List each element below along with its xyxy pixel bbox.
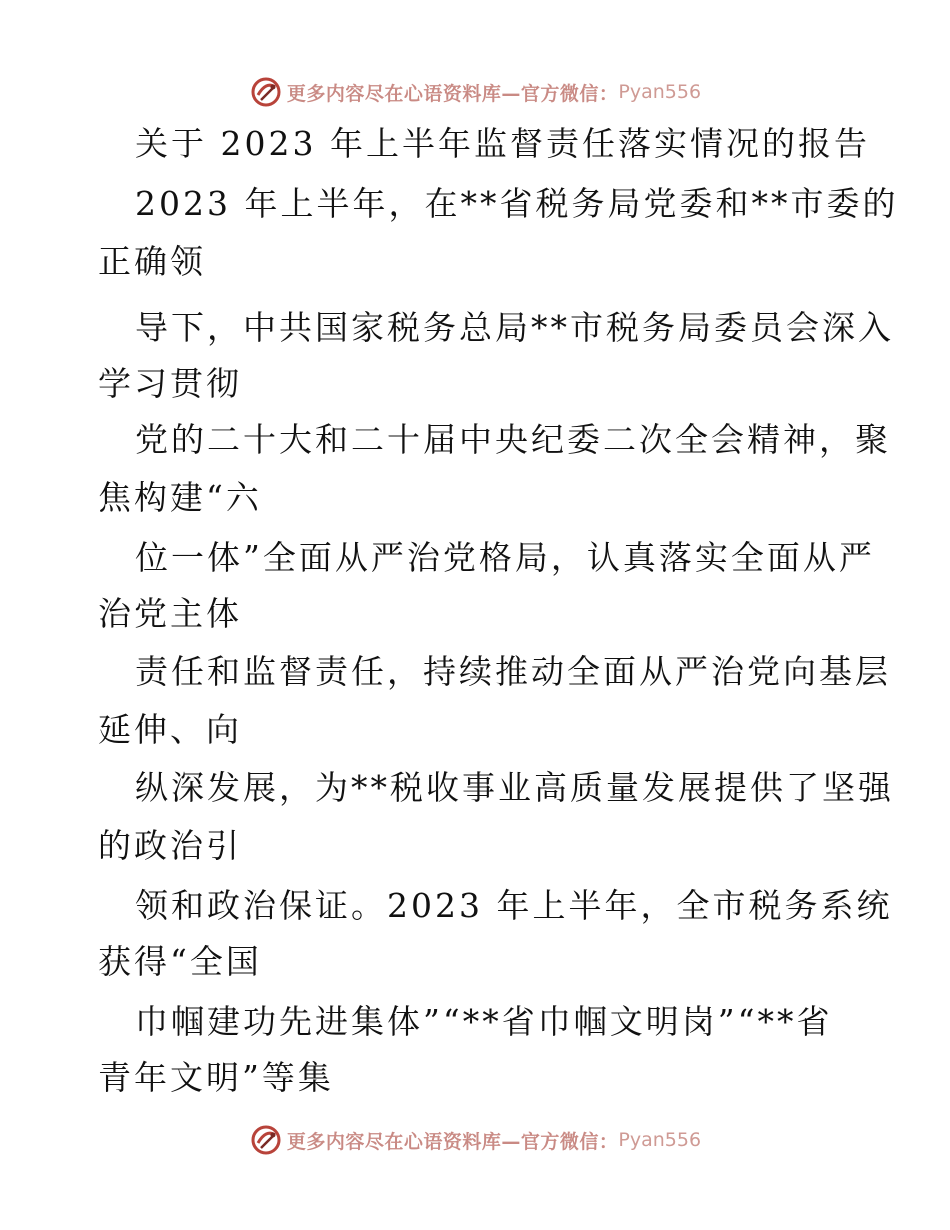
library-logo-icon	[249, 75, 283, 109]
paragraph-line: 领和政治保证。2023 年上半年，全市税务系统	[135, 886, 893, 925]
paragraph-line: 学习贯彻	[98, 364, 242, 403]
document-title: 关于 2023 年上半年监督责任落实情况的报告	[135, 124, 870, 163]
paragraph-line: 焦构建“六	[98, 478, 262, 517]
watermark-text: 更多内容尽在心语资料库—官方微信：	[286, 1130, 619, 1153]
paragraph-line: 的政治引	[98, 826, 242, 865]
paragraph-line: 延伸、向	[98, 710, 242, 749]
paragraph-line: 治党主体	[98, 594, 242, 633]
paragraph-line: 青年文明”等集	[98, 1058, 334, 1097]
paragraph-line: 位一体”全面从严治党格局，认真落实全面从严	[135, 538, 875, 577]
paragraph-line: 导下，中共国家税务总局**市税务局委员会深入	[135, 308, 894, 347]
watermark-text: 更多内容尽在心语资料库—官方微信：	[286, 82, 619, 105]
paragraph-line: 2023 年上半年，在**省税务局党委和**市委的	[135, 184, 899, 223]
watermark-wechat-id: Pyan556	[618, 1129, 702, 1151]
paragraph-line: 责任和监督责任，持续推动全面从严治党向基层	[135, 652, 891, 691]
paragraph-line: 获得“全国	[98, 942, 262, 981]
paragraph-line: 正确领	[98, 242, 206, 281]
library-logo-icon	[249, 1123, 283, 1157]
header-watermark-banner	[0, 72, 950, 112]
paragraph-line: 巾帼建功先进集体”“**省巾帼文明岗”“**省	[135, 1002, 833, 1041]
paragraph-line: 纵深发展，为**税收事业高质量发展提供了坚强	[135, 768, 894, 807]
footer-watermark-banner	[0, 1120, 950, 1160]
paragraph-line: 党的二十大和二十届中央纪委二次全会精神，聚	[135, 420, 891, 459]
watermark-wechat-id: Pyan556	[618, 81, 702, 103]
